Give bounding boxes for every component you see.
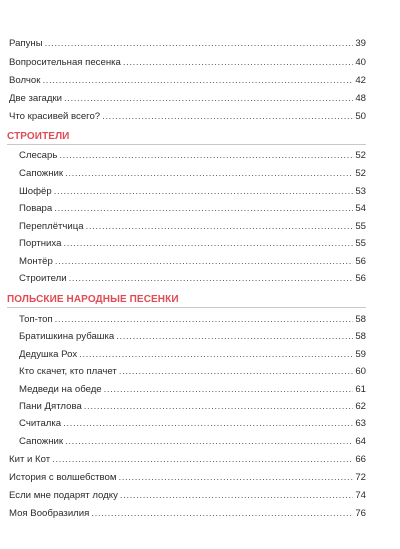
entry-title: Переплётчица [19, 221, 84, 232]
entry-title: Строители [19, 273, 67, 284]
leader-dots [123, 57, 353, 69]
entry-title: Дедушка Рох [19, 349, 78, 360]
toc-entry[interactable] [9, 472, 366, 484]
entry-page: 52 [355, 168, 366, 179]
entry-title: Вопросительная песенка [9, 57, 121, 68]
entry-page: 62 [355, 401, 366, 412]
toc-entry[interactable] [9, 93, 366, 105]
entry-page: 50 [355, 111, 366, 122]
toc-entry[interactable] [19, 366, 366, 378]
leader-dots [55, 314, 354, 326]
leader-dots [118, 472, 353, 484]
toc-entry[interactable] [19, 203, 366, 215]
toc-entry[interactable] [9, 38, 366, 50]
toc-entry[interactable] [19, 314, 366, 326]
leader-dots [84, 401, 354, 413]
toc-entry[interactable] [9, 454, 366, 466]
toc-entry[interactable] [19, 168, 366, 180]
section-heading-builders: СТРОИТЕЛИ [7, 131, 70, 142]
entry-page: 53 [355, 186, 366, 197]
leader-dots [63, 238, 353, 250]
leader-dots [120, 490, 353, 502]
entry-title: Кит и Кот [9, 454, 51, 465]
leader-dots [69, 273, 354, 285]
toc-entry[interactable] [19, 150, 366, 162]
entry-title: Топ-топ [19, 314, 53, 325]
entry-title: Если мне подарят лодку [9, 490, 118, 501]
toc-entry[interactable] [19, 331, 366, 343]
toc-entry[interactable] [19, 221, 366, 233]
entry-page: 42 [355, 75, 366, 86]
entry-page: 58 [355, 314, 366, 325]
entry-title: Повара [19, 203, 53, 214]
entry-title: Две загадки [9, 93, 62, 104]
leader-dots [65, 168, 353, 180]
leader-dots [116, 331, 353, 343]
toc-entry[interactable] [19, 238, 366, 250]
leader-dots [45, 38, 354, 50]
section-divider [7, 144, 366, 145]
toc-entry[interactable] [9, 111, 366, 123]
leader-dots [86, 221, 354, 233]
section-heading-polish-songs: ПОЛЬСКИЕ НАРОДНЫЕ ПЕСЕНКИ [7, 294, 179, 305]
entry-page: 58 [355, 331, 366, 342]
toc-entry[interactable] [19, 186, 366, 198]
entry-page: 59 [355, 349, 366, 360]
toc-entry[interactable] [9, 57, 366, 69]
entry-page: 55 [355, 238, 366, 249]
entry-page: 39 [355, 38, 366, 49]
entry-title: История с волшебством [9, 472, 117, 483]
entry-page: 56 [355, 273, 366, 284]
toc-entry[interactable] [19, 436, 366, 448]
entry-title: Моя Вообразилия [9, 508, 90, 519]
entry-title: Монтёр [19, 256, 53, 267]
entry-page: 40 [355, 57, 366, 68]
leader-dots [91, 508, 353, 520]
entry-title: Слесарь [19, 150, 58, 161]
entry-title: Волчок [9, 75, 41, 86]
toc-entry[interactable] [19, 401, 366, 413]
toc-entry[interactable] [9, 508, 366, 520]
toc-entry[interactable] [19, 256, 366, 268]
entry-title: Пани Дятлова [19, 401, 82, 412]
entry-page: 72 [355, 472, 366, 483]
entry-page: 63 [355, 418, 366, 429]
entry-page: 66 [355, 454, 366, 465]
entry-title: Кто скачет, кто плачет [19, 366, 117, 377]
leader-dots [52, 454, 353, 466]
entry-page: 61 [355, 384, 366, 395]
leader-dots [104, 384, 354, 396]
toc-entry[interactable] [9, 75, 366, 87]
entry-page: 52 [355, 150, 366, 161]
entry-page: 64 [355, 436, 366, 447]
toc-entry[interactable] [19, 418, 366, 430]
leader-dots [65, 436, 353, 448]
entry-title: Портниха [19, 238, 62, 249]
leader-dots [79, 349, 353, 361]
leader-dots [54, 203, 353, 215]
leader-dots [42, 75, 353, 87]
section-divider [7, 307, 366, 308]
entry-title: Сапожник [19, 168, 64, 179]
entry-title: Шофёр [19, 186, 52, 197]
leader-dots [59, 150, 353, 162]
entry-title: Сапожник [19, 436, 64, 447]
entry-title: Медведи на обеде [19, 384, 102, 395]
leader-dots [54, 186, 354, 198]
entry-page: 76 [355, 508, 366, 519]
entry-page: 56 [355, 256, 366, 267]
entry-page: 60 [355, 366, 366, 377]
toc-entry[interactable] [9, 490, 366, 502]
entry-page: 54 [355, 203, 366, 214]
leader-dots [55, 256, 354, 268]
toc-entry[interactable] [19, 273, 366, 285]
entry-title: Что красивей всего? [9, 111, 101, 122]
leader-dots [119, 366, 354, 378]
entry-page: 55 [355, 221, 366, 232]
entry-page: 74 [355, 490, 366, 501]
toc-entry[interactable] [19, 349, 366, 361]
entry-title: Рапуны [9, 38, 43, 49]
leader-dots [63, 418, 353, 430]
toc-entry[interactable] [19, 384, 366, 396]
leader-dots [64, 93, 353, 105]
entry-title: Считалка [19, 418, 62, 429]
entry-title: Братишкина рубашка [19, 331, 115, 342]
leader-dots [102, 111, 353, 123]
entry-page: 48 [355, 93, 366, 104]
